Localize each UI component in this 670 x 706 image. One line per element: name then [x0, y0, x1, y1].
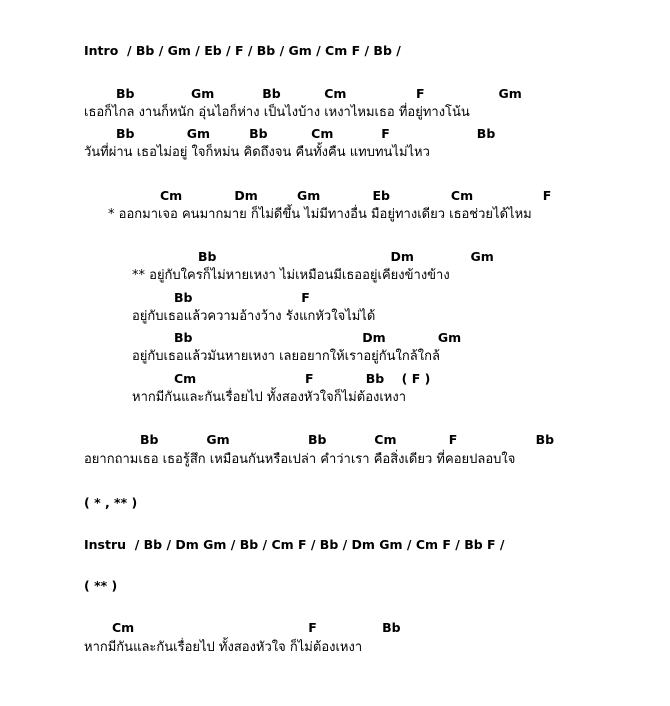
verse1-lyric-1: เธอก็ไกล งานก็หนัก อุ่นไอก็ห่าง เป็นไงบ้าง เหงาไหมเธอ ที่อยู่ทางโน้น: [84, 105, 470, 120]
prechorus-lyric: * ออกมาเจอ คนมากมาย ก็ไม่ดีขึ้น ไม่มีทางอื่น มือยู่ทางเดียว เธอช่วยได้ไหม: [108, 207, 532, 222]
prechorus-chords: Cm Dm Gm Eb Cm F: [160, 188, 552, 203]
repeat-marker-1: ( * , ** ): [84, 495, 138, 510]
verse1-lyric-2: วันที่ผ่าน เธอไม่อยู่ ใจก็หม่น คิดถึงจน คืนทั้งคืน แทบทนไม่ไหว: [84, 145, 430, 160]
intro-line: Intro / Bb / Gm / Eb / F / Bb / Gm / Cm F / Bb /: [84, 43, 401, 58]
chorus-lyric-4: หากมีกันและกันเรื่อยไป ทั้งสองหัวใจก็ไม่ต้องเหงา: [132, 390, 407, 405]
outro-chords: Cm F Bb: [112, 620, 401, 635]
bridge-chords: Bb Gm Bb Cm F Bb: [140, 432, 555, 447]
chorus-chords-1: Bb Dm Gm: [198, 249, 494, 264]
chorus-chords-2: Bb F: [174, 290, 310, 305]
repeat-marker-2: ( ** ): [84, 578, 118, 593]
verse1-chords-2: Bb Gm Bb Cm F Bb: [116, 126, 496, 141]
chorus-lyric-3: อยู่กับเธอแล้วมันหายเหงา เลยอยากให้เราอยู่กันใกล้ใกล้: [132, 349, 440, 364]
outro-lyric: หากมีกันและกันเรื่อยไป ทั้งสองหัวใจ ก็ไม่ต้องเหงา: [84, 640, 363, 655]
chorus-lyric-2: อยู่กับเธอแล้วความอ้างว้าง รังแกหัวใจไม่ได้: [132, 309, 376, 324]
bridge-lyric: อยากถามเธอ เธอรู้สึก เหมือนกันหรือเปล่า คำว่าเรา คือสิ่งเดียว ที่คอยปลอบใจ: [84, 452, 516, 467]
verse1-chords-1: Bb Gm Bb Cm F Gm: [116, 86, 522, 101]
chorus-chords-3: Bb Dm Gm: [174, 330, 462, 345]
instru-line: Instru / Bb / Dm Gm / Bb / Cm F / Bb / Dm Gm / Cm F / Bb F /: [84, 537, 505, 552]
chorus-chords-4: Cm F Bb ( F ): [174, 371, 431, 386]
chorus-lyric-1: ** อยู่กับใครก็ไม่หายเหงา ไม่เหมือนมีเธออยู่เคียงข้างข้าง: [132, 268, 450, 283]
